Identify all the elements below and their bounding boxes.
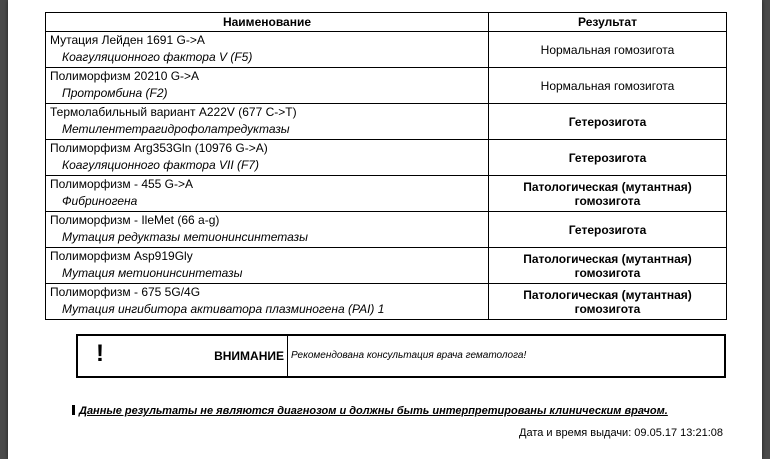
test-name-cell — [46, 140, 489, 176]
table-row — [46, 248, 727, 284]
warning-text: Рекомендована консультация врача гематолога! — [291, 350, 527, 361]
test-name: Мутация Лейден 1691 G->A — [50, 33, 205, 47]
test-name-cell — [46, 68, 489, 104]
test-result: Патологическая (мутантная) гомозигота — [489, 248, 727, 284]
test-name-cell — [46, 104, 489, 140]
table-row — [46, 104, 727, 140]
test-name-cell — [46, 32, 489, 68]
test-name: Полиморфизм - IleMet (66 a-g) — [50, 213, 220, 227]
table-header-row — [46, 13, 727, 32]
test-result: Нормальная гомозигота — [489, 32, 727, 68]
table-row — [46, 176, 727, 212]
table-row — [46, 284, 727, 320]
header-result: Результат — [489, 13, 727, 32]
test-name-cell — [46, 284, 489, 320]
results-body — [46, 32, 727, 320]
test-subject: Протромбина (F2) — [62, 86, 168, 100]
test-result: Патологическая (мутантная) гомозигота — [489, 284, 727, 320]
test-name: Полиморфизм 20210 G->A — [50, 69, 200, 83]
test-name: Полиморфизм Arg353Gln (10976 G->A) — [50, 141, 268, 155]
test-subject: Коагуляционного фактора VII (F7) — [62, 158, 259, 172]
test-result: Гетерозигота — [489, 104, 727, 140]
disclaimer-text: Данные результаты не являются диагнозом и должны быть интерпретированы клиническим врачом. — [79, 405, 668, 417]
issue-datetime: Дата и время выдачи: 09.05.17 13:21:08 — [519, 427, 723, 439]
disclaimer-note — [72, 405, 668, 417]
test-name: Полиморфизм - 455 G->A — [50, 177, 194, 191]
test-subject: Мутация ингибитора активатора плазминогена (PAI) 1 — [62, 302, 385, 316]
warning-box — [76, 334, 726, 378]
test-name-cell — [46, 248, 489, 284]
test-name-cell — [46, 212, 489, 248]
exclamation-icon: ! — [96, 340, 104, 367]
test-subject: Мутация редуктазы метионинсинтетазы — [62, 230, 308, 244]
table-row — [46, 140, 727, 176]
test-name-cell — [46, 176, 489, 212]
test-result: Нормальная гомозигота — [489, 68, 727, 104]
test-result: Гетерозигота — [489, 140, 727, 176]
test-result: Гетерозигота — [489, 212, 727, 248]
results-table — [45, 12, 727, 320]
test-subject: Коагуляционного фактора V (F5) — [62, 50, 253, 64]
test-name: Полиморфизм - 675 5G/4G — [50, 285, 201, 299]
test-subject: Фибриногена — [62, 194, 138, 208]
test-subject: Мутация метионинсинтетазы — [62, 266, 243, 280]
warning-label: ВНИМАНИЕ — [122, 336, 288, 376]
document-page — [8, 0, 762, 459]
test-result: Патологическая (мутантная) гомозигота — [489, 176, 727, 212]
table-row — [46, 212, 727, 248]
disclaimer-bar-icon — [72, 405, 75, 415]
table-row — [46, 68, 727, 104]
header-name: Наименование — [46, 13, 489, 32]
test-name: Полиморфизм Asp919Gly — [50, 249, 193, 263]
test-subject: Метилентетрагидрофолатредуктазы — [62, 122, 290, 136]
test-name: Термолабильный вариант A222V (677 C->T) — [50, 105, 297, 119]
table-row — [46, 32, 727, 68]
